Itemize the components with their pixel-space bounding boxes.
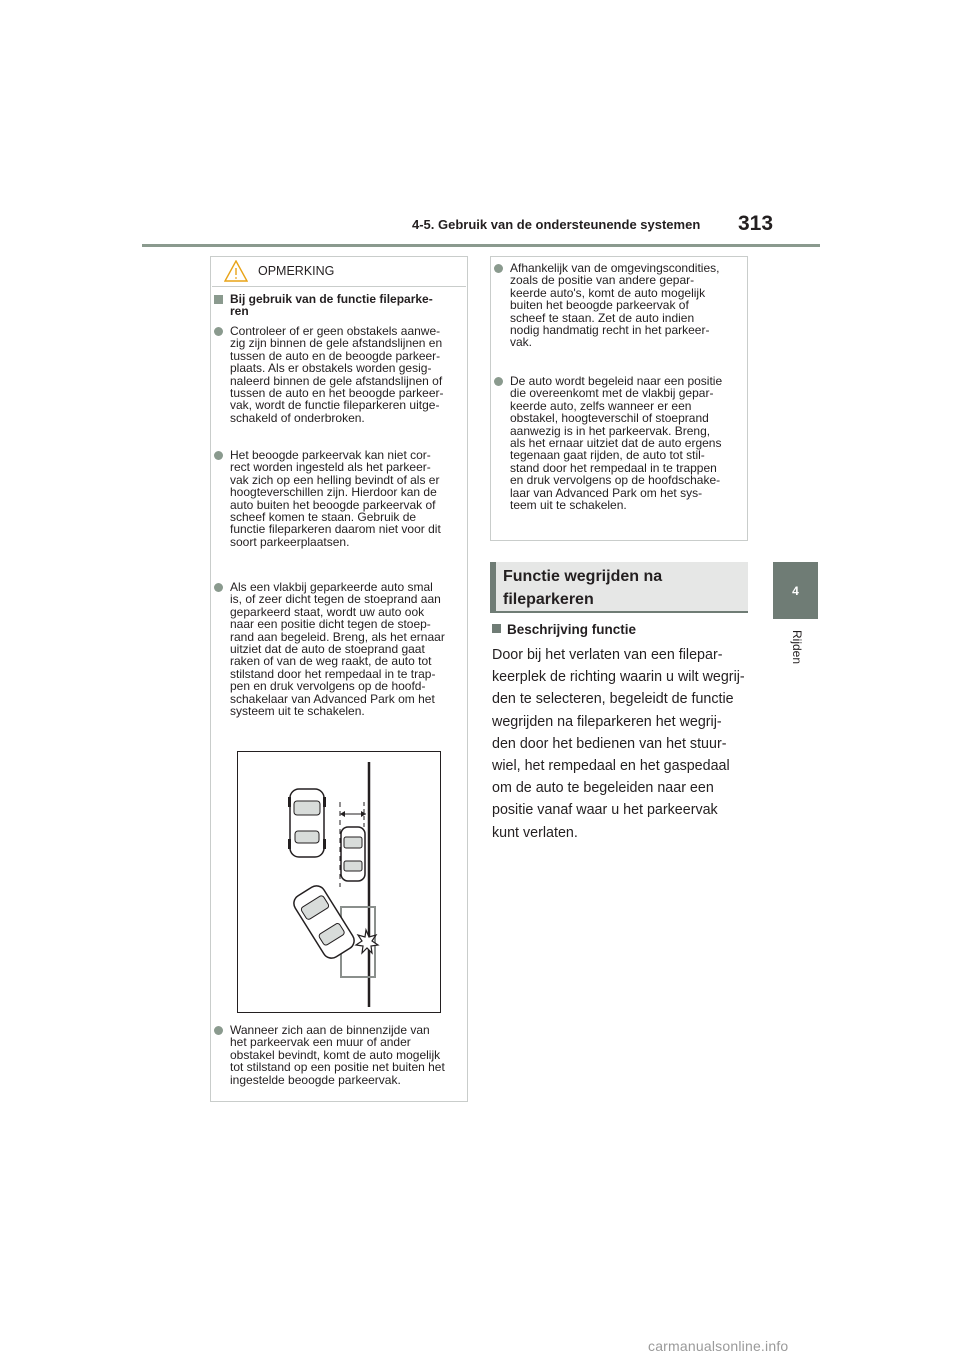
section-banner-accent xyxy=(490,562,496,612)
narrow-car-icon xyxy=(341,827,365,881)
section-header-title: 4-5. Gebruik van de ondersteunende systemen xyxy=(412,217,701,232)
parking-diagram xyxy=(238,752,440,1012)
watermark: carmanualsonline.info xyxy=(648,1338,789,1354)
round-bullet-icon xyxy=(214,1026,223,1035)
square-bullet-icon xyxy=(214,295,223,304)
section-subheading: Beschrijving functie xyxy=(492,622,636,637)
section-title: Functie wegrijden na fileparkeren xyxy=(503,568,663,608)
notice-bullet: Als een vlakbij geparkeerde auto smal is, of zeer dicht tegen de stoeprand aan geparkeerd staat, wordt uw auto ook naar een positie dicht tegen de stoep- rand aan begeleid. Breng, als het ernaar uitziet dat de auto de stoeprand gaat raken of van de weg raakt, de auto tot stilstand door het rempedaal in te trap- pen en druk vervolgens op de hoofd- schakelaar van Advanced Park om het systeem uit te schakelen. xyxy=(214,581,464,717)
maneuvering-car-icon xyxy=(291,882,358,961)
chapter-label: Rijden xyxy=(790,630,804,665)
notice-bullet: Afhankelijk van de omgevingscondities, zoals de positie van andere gepar- keerde auto's, komt de auto mogelijk buiten het beoogde parkeervak of scheef te staan. Zet de auto indien nodig handmatig recht in het parkeer- vak. xyxy=(494,262,744,349)
round-bullet-icon xyxy=(494,377,503,386)
notice-bullet: De auto wordt begeleid naar een positie die overeenkomt met de vlakbij gepar- keerde auto, zelfs wanneer er een obstakel, hoogteverschil of stoeprand aanwezig is in het parkeervak. Breng, als het ernaar uitziet dat de auto ergens tegenaan gaat rijden, de auto tot stil- stand door het rempedaal in te trappen en druk vervolgens op de hoofdschake- laar van Advanced Park om het sys- teem uit te schakelen. xyxy=(494,375,744,511)
notice-divider xyxy=(212,286,466,287)
notice-heading: OPMERKING xyxy=(258,264,335,278)
round-bullet-icon xyxy=(214,583,223,592)
round-bullet-icon xyxy=(214,327,223,336)
notice-subheading: Bij gebruik van de functie fileparke- ren xyxy=(214,293,464,318)
notice-bullet: Controleer of er geen obstakels aanwe- zig zijn binnen de gele afstandslijnen en tussen de auto en de beoogde parkeer- plaats. Als er obstakels worden gesig- naleerd binnen de gele afstandslijnen of tussen de auto en het beoogde parkeer- vak, wordt de functie fileparkeren uitge- schakeld of onderbroken. xyxy=(214,325,464,424)
notice-bullet: Het beoogde parkeervak kan niet cor- rect worden ingesteld als het parkeer- vak zich op een helling bevindt of als er hoogteverschillen zijn. Hierdoor kan de auto buiten het beoogde parkeervak of scheef komen te staan. Gebruik de functie fileparkeren daarom niet voor dit soort parkeerplaatsen. xyxy=(214,449,464,548)
chapter-tab[interactable]: 4 xyxy=(773,562,818,619)
round-bullet-icon xyxy=(494,264,503,273)
notice-bullet: Wanneer zich aan de binnenzijde van het parkeervak een muur of ander obstakel bevindt, komt de auto mogelijk tot stilstand op een positie net buiten het ingestelde beoogde parkeervak. xyxy=(214,1024,464,1086)
section-divider xyxy=(490,611,748,613)
warning-icon xyxy=(224,260,248,282)
notice-header xyxy=(224,258,454,284)
round-bullet-icon xyxy=(214,451,223,460)
header-divider xyxy=(142,244,820,247)
parking-illustration xyxy=(237,751,441,1013)
section-body: Door bij het verlaten van een filepar- keerplek de richting waarin u wilt wegrij- den te selecteren, begeleidt de functie wegrijden na fileparkeren het wegrij- den door het bedienen van het stuur- wiel, het rempedaal en het gaspedaal om de auto te begeleiden naar een positie vanaf waar u het parkeervak kunt verlaten. xyxy=(492,647,745,841)
section-banner xyxy=(490,562,748,612)
square-bullet-icon xyxy=(492,624,501,633)
parked-car-icon xyxy=(288,789,326,857)
page-number: 313 xyxy=(738,212,774,235)
